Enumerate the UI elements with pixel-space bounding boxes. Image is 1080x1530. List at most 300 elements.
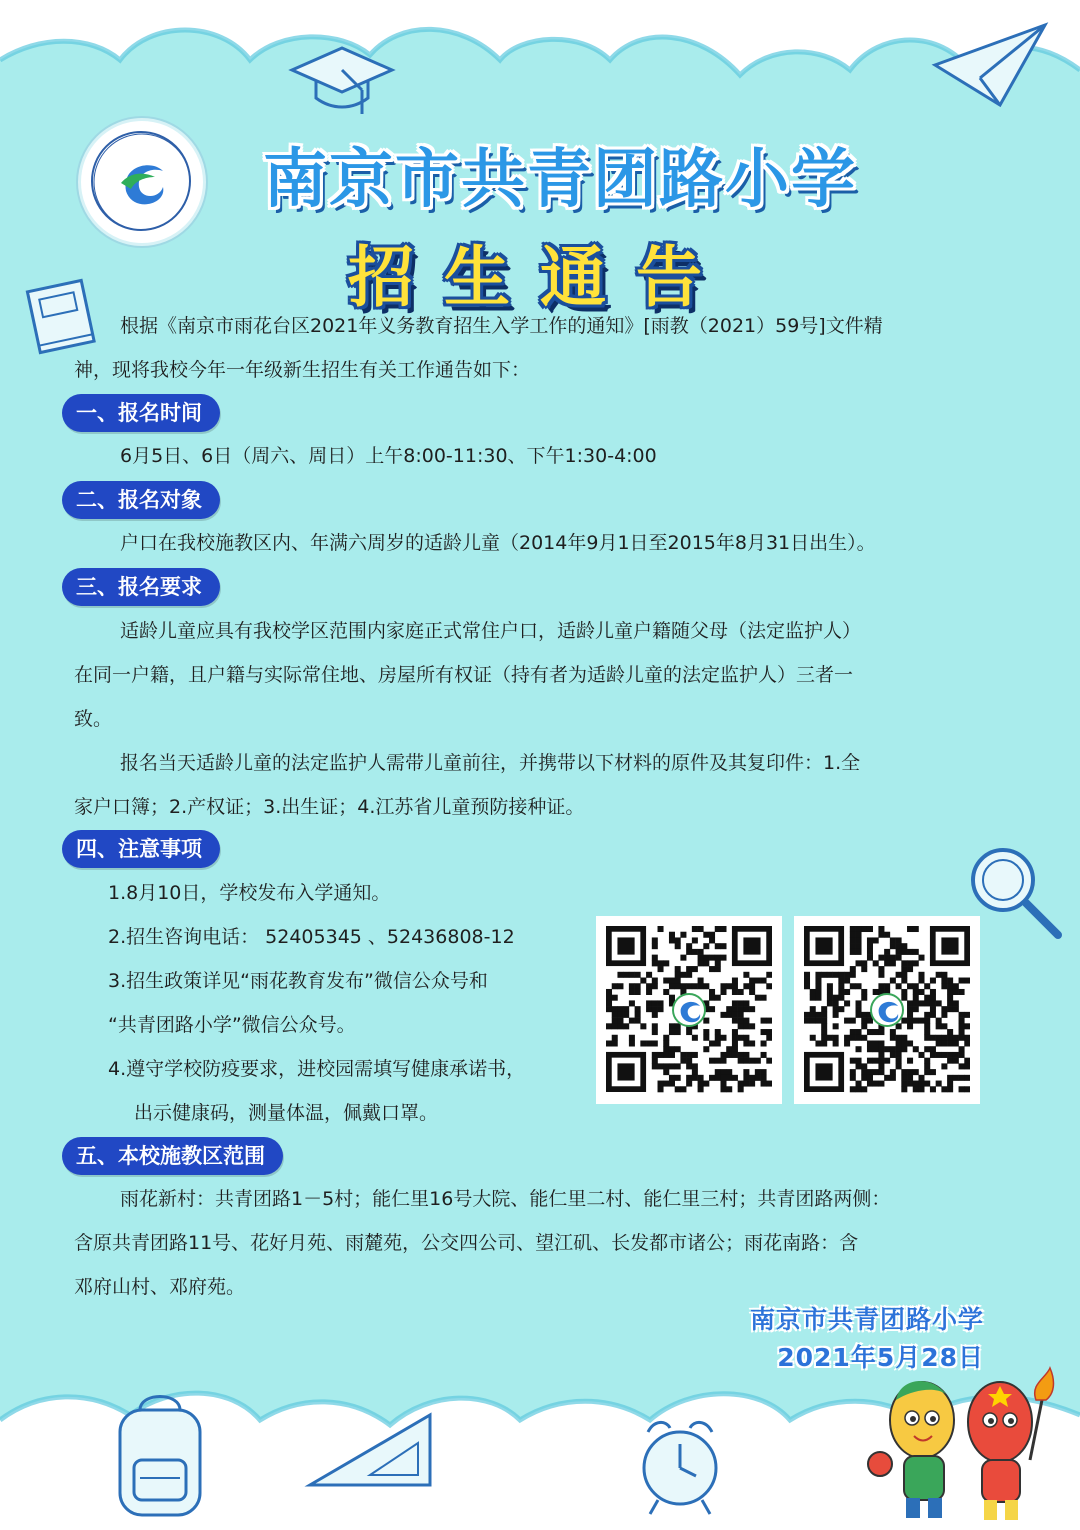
qr-module <box>827 972 833 978</box>
qr-module <box>720 1069 726 1075</box>
qr-module <box>692 1035 698 1041</box>
section-4-body <box>108 871 598 1135</box>
qr-module <box>941 1012 947 1018</box>
qr-module <box>930 1069 936 1075</box>
qr-module <box>720 1081 726 1087</box>
section-3-body <box>74 609 1014 829</box>
section-1-line-1: 6月5日、6日（周六、周日）上午8:00-11:30、下午1:30-4:00 <box>120 445 657 467</box>
qr-module <box>766 1029 772 1035</box>
qr-module <box>873 960 879 966</box>
qr-module <box>867 1046 873 1052</box>
qr-module <box>703 943 709 949</box>
qr-module <box>936 972 942 978</box>
qr-module <box>612 1012 618 1018</box>
qr-module <box>867 1040 873 1046</box>
qr-module <box>930 1086 936 1092</box>
qr-module <box>964 1040 970 1046</box>
qr-module <box>833 1012 839 1018</box>
qr-module <box>810 989 816 995</box>
qr-module <box>749 1058 755 1064</box>
qr-module <box>663 1069 669 1075</box>
qr-module <box>947 1058 953 1064</box>
qr-module <box>907 1018 913 1024</box>
qr-module <box>907 1069 913 1075</box>
qr-module <box>850 926 856 932</box>
graduation-cap-icon <box>282 40 402 120</box>
qr-module <box>761 1029 767 1035</box>
qr-module <box>821 1023 827 1029</box>
qr-module <box>936 1018 942 1024</box>
qr-module <box>856 1035 862 1041</box>
qr-module <box>901 949 907 955</box>
qr-module <box>930 1046 936 1052</box>
section-5-body <box>74 1177 1014 1309</box>
section-1-heading: 一、报名时间 <box>62 394 220 432</box>
qr-module <box>810 1012 816 1018</box>
qr-module <box>623 1006 629 1012</box>
qr-module <box>732 983 738 989</box>
qr-module <box>635 983 641 989</box>
qr-module <box>947 978 953 984</box>
qr-module <box>959 1046 965 1052</box>
qr-module <box>698 1081 704 1087</box>
qr-module <box>680 983 686 989</box>
qr-module <box>652 1058 658 1064</box>
qr-module <box>964 1086 970 1092</box>
qr-code-yuhua-education[interactable] <box>596 916 782 1104</box>
qr-module <box>953 1058 959 1064</box>
qr-module <box>686 943 692 949</box>
qr-module <box>646 1000 652 1006</box>
qr-module <box>953 1006 959 1012</box>
qr-module <box>703 955 709 961</box>
qr-module <box>680 955 686 961</box>
qr-module <box>749 1075 755 1081</box>
qr-module <box>896 1046 902 1052</box>
qr-module <box>867 1058 873 1064</box>
qr-finder-pattern <box>617 1063 634 1080</box>
qr-module <box>766 1081 772 1087</box>
qr-module <box>918 1075 924 1081</box>
qr-module <box>692 926 698 932</box>
qr-module <box>652 1029 658 1035</box>
qr-module <box>821 972 827 978</box>
qr-module <box>709 995 715 1001</box>
qr-module <box>896 1040 902 1046</box>
qr-module <box>947 1000 953 1006</box>
qr-module <box>930 1000 936 1006</box>
qr-module <box>856 1000 862 1006</box>
qr-module <box>698 949 704 955</box>
qr-module <box>738 1052 744 1058</box>
qr-module <box>692 1063 698 1069</box>
qr-module <box>692 937 698 943</box>
qr-module <box>827 1035 833 1041</box>
school-logo <box>78 118 206 246</box>
qr-module <box>890 1046 896 1052</box>
qr-module <box>924 1012 930 1018</box>
qr-module <box>907 1012 913 1018</box>
qr-module <box>715 966 721 972</box>
qr-module <box>766 1035 772 1041</box>
qr-module <box>924 1035 930 1041</box>
qr-module <box>743 1018 749 1024</box>
qr-module <box>861 926 867 932</box>
qr-module <box>896 943 902 949</box>
section-3-heading: 三、报名要求 <box>62 568 220 606</box>
qr-module <box>844 1040 850 1046</box>
qr-module <box>680 1086 686 1092</box>
qr-module <box>686 972 692 978</box>
qr-module <box>856 926 862 932</box>
qr-module <box>732 1029 738 1035</box>
qr-module <box>726 1046 732 1052</box>
qr-module <box>761 1069 767 1075</box>
qr-module <box>646 989 652 995</box>
qr-module <box>850 1058 856 1064</box>
qr-module <box>743 983 749 989</box>
qr-module <box>913 1006 919 1012</box>
qr-module <box>698 960 704 966</box>
qr-module <box>856 1012 862 1018</box>
qr-module <box>959 1018 965 1024</box>
qr-module <box>675 983 681 989</box>
qr-code-pattern-1 <box>606 926 772 1094</box>
qr-module <box>663 1063 669 1069</box>
qr-module <box>844 1035 850 1041</box>
qr-module <box>675 972 681 978</box>
qr-module <box>720 983 726 989</box>
qr-module <box>861 1035 867 1041</box>
qr-module <box>907 960 913 966</box>
qr-module <box>675 937 681 943</box>
qr-module <box>959 1086 965 1092</box>
qr-module <box>861 1086 867 1092</box>
qr-module <box>918 978 924 984</box>
qr-module <box>720 955 726 961</box>
qr-module <box>959 1035 965 1041</box>
qr-module <box>918 955 924 961</box>
qr-module <box>941 978 947 984</box>
qr-module <box>941 1023 947 1029</box>
qr-module <box>715 1040 721 1046</box>
qr-module <box>669 983 675 989</box>
qr-module <box>959 989 965 995</box>
qr-module <box>861 1069 867 1075</box>
qr-module <box>941 972 947 978</box>
qr-module <box>749 1023 755 1029</box>
qr-module <box>873 989 879 995</box>
qr-module <box>703 1035 709 1041</box>
qr-module <box>804 978 810 984</box>
qr-module <box>703 1029 709 1035</box>
qr-module <box>743 1023 749 1029</box>
qr-module <box>743 972 749 978</box>
qr-module <box>635 989 641 995</box>
qr-module <box>821 1012 827 1018</box>
qr-module <box>738 1006 744 1012</box>
qr-module <box>686 983 692 989</box>
qr-module <box>873 1058 879 1064</box>
section-3-line-3: 致。 <box>74 708 113 730</box>
qr-module <box>709 989 715 995</box>
qr-module <box>715 1075 721 1081</box>
qr-module <box>738 1081 744 1087</box>
qr-module <box>669 1046 675 1052</box>
qr-module <box>924 1081 930 1087</box>
qr-module <box>896 1035 902 1041</box>
notice-title: 招生通告 <box>348 239 732 316</box>
qr-module <box>617 983 623 989</box>
qr-module <box>669 978 675 984</box>
qr-module <box>732 1000 738 1006</box>
qr-module <box>703 960 709 966</box>
qr-module <box>936 1000 942 1006</box>
qr-module <box>821 1018 827 1024</box>
qr-module <box>663 1046 669 1052</box>
qr-module <box>726 983 732 989</box>
qr-module <box>658 1006 664 1012</box>
section-4-line-2: 2.招生咨询电话： 52405345 、52436808-12 <box>108 926 515 948</box>
qr-module <box>715 1058 721 1064</box>
qr-module <box>804 972 810 978</box>
qr-module <box>953 1035 959 1041</box>
qr-module <box>953 1040 959 1046</box>
qr-module <box>658 1063 664 1069</box>
qr-module <box>901 978 907 984</box>
qr-module <box>867 1075 873 1081</box>
qr-module <box>663 978 669 984</box>
qr-module <box>698 1075 704 1081</box>
qr-module <box>890 1052 896 1058</box>
qr-module <box>612 995 618 1001</box>
qr-module <box>907 983 913 989</box>
qr-module <box>924 1063 930 1069</box>
qr-module <box>635 1012 641 1018</box>
qr-module <box>749 1081 755 1087</box>
qr-module <box>680 932 686 938</box>
qr-module <box>715 960 721 966</box>
qr-module <box>612 1035 618 1041</box>
qr-module <box>743 1000 749 1006</box>
qr-module <box>833 1023 839 1029</box>
signature-date: 2021年5月28日 <box>777 1343 984 1372</box>
qr-module <box>675 1063 681 1069</box>
qr-module <box>617 972 623 978</box>
qr-module <box>815 972 821 978</box>
qr-module <box>715 926 721 932</box>
qr-module <box>720 1086 726 1092</box>
qr-module <box>907 1040 913 1046</box>
qr-module <box>947 1029 953 1035</box>
qr-module <box>838 995 844 1001</box>
qr-module <box>675 1075 681 1081</box>
ruler-icon <box>300 1405 440 1495</box>
qr-module <box>720 926 726 932</box>
qr-module <box>612 1018 618 1024</box>
qr-module <box>749 1040 755 1046</box>
qr-module <box>959 1023 965 1029</box>
qr-module <box>890 955 896 961</box>
qr-module <box>703 1081 709 1087</box>
qr-module <box>890 960 896 966</box>
qr-module <box>861 1063 867 1069</box>
qr-module <box>686 1081 692 1087</box>
qr-module <box>901 1035 907 1041</box>
qr-module <box>680 972 686 978</box>
qr-module <box>720 1035 726 1041</box>
qr-module <box>850 1029 856 1035</box>
qr-module <box>738 1000 744 1006</box>
qr-module <box>720 1052 726 1058</box>
qr-module <box>709 1006 715 1012</box>
qr-module <box>936 1052 942 1058</box>
section-4-line-6: 出示健康码，测量体温，佩戴口罩。 <box>134 1102 439 1124</box>
qr-module <box>901 1046 907 1052</box>
qr-module <box>755 995 761 1001</box>
qr-module <box>709 966 715 972</box>
qr-module <box>703 983 709 989</box>
qr-module <box>617 1018 623 1024</box>
qr-module <box>635 972 641 978</box>
qr-module <box>947 1052 953 1058</box>
section-5-heading: 五、本校施教区范围 <box>62 1137 283 1175</box>
qr-module <box>715 1029 721 1035</box>
qr-module <box>827 995 833 1001</box>
qr-module <box>827 1000 833 1006</box>
qr-module <box>652 955 658 961</box>
qr-module <box>924 995 930 1001</box>
logo-emblem-icon <box>81 121 203 243</box>
qr-module <box>663 1081 669 1087</box>
qr-module <box>732 1075 738 1081</box>
qr-module <box>844 978 850 984</box>
qr-module <box>913 1086 919 1092</box>
qr-module <box>833 972 839 978</box>
qr-module <box>686 1058 692 1064</box>
section-4-line-4: “共青团路小学”微信公众号。 <box>108 1014 356 1036</box>
qr-module <box>856 1029 862 1035</box>
qr-module <box>675 1046 681 1052</box>
qr-module <box>930 1006 936 1012</box>
section-4-line-5: 4.遵守学校防疫要求，进校园需填写健康承诺书， <box>108 1058 526 1080</box>
qr-module <box>761 1018 767 1024</box>
qr-module <box>640 978 646 984</box>
qr-module <box>861 1075 867 1081</box>
qr-module <box>913 1069 919 1075</box>
qr-module <box>815 983 821 989</box>
qr-module <box>959 1063 965 1069</box>
qr-module <box>743 1052 749 1058</box>
qr-module <box>884 955 890 961</box>
qr-code-pattern-2 <box>804 926 970 1094</box>
qr-module <box>947 995 953 1001</box>
qr-module <box>890 1029 896 1035</box>
qr-module <box>896 1063 902 1069</box>
qr-module <box>867 943 873 949</box>
qr-module <box>692 1052 698 1058</box>
qr-module <box>844 989 850 995</box>
qr-module <box>924 1023 930 1029</box>
qr-module <box>856 943 862 949</box>
qr-module <box>669 1081 675 1087</box>
qr-module <box>913 1046 919 1052</box>
qr-module <box>890 1069 896 1075</box>
qr-module <box>629 1018 635 1024</box>
qr-module <box>686 1075 692 1081</box>
qr-module <box>646 972 652 978</box>
qr-module <box>913 949 919 955</box>
qr-module <box>732 1046 738 1052</box>
qr-module <box>821 1035 827 1041</box>
qr-module <box>669 1075 675 1081</box>
qr-module <box>732 989 738 995</box>
qr-module <box>766 1018 772 1024</box>
qr-module <box>947 1086 953 1092</box>
qr-module <box>606 989 612 995</box>
qr-module <box>867 955 873 961</box>
qr-module <box>890 937 896 943</box>
qr-finder-pattern <box>743 937 760 954</box>
qr-module <box>761 995 767 1001</box>
qr-module <box>827 983 833 989</box>
qr-module <box>878 1052 884 1058</box>
qr-module <box>884 1075 890 1081</box>
qr-module <box>878 1046 884 1052</box>
qr-module <box>867 949 873 955</box>
qr-module <box>646 983 652 989</box>
section-2-body <box>120 521 876 565</box>
qr-module <box>838 978 844 984</box>
qr-module <box>669 932 675 938</box>
qr-module <box>743 1040 749 1046</box>
qr-module <box>755 978 761 984</box>
qr-module <box>675 1086 681 1092</box>
qr-module <box>652 943 658 949</box>
qr-module <box>878 1029 884 1035</box>
qr-module <box>878 1069 884 1075</box>
qr-code-school[interactable] <box>794 916 980 1104</box>
qr-module <box>738 1035 744 1041</box>
qr-module <box>878 983 884 989</box>
qr-module <box>804 1018 810 1024</box>
qr-module <box>878 955 884 961</box>
qr-module <box>709 932 715 938</box>
qr-module <box>652 1006 658 1012</box>
section-5-line-3: 邓府山村、邓府苑。 <box>74 1276 246 1298</box>
qr-module <box>738 1023 744 1029</box>
qr-module <box>692 949 698 955</box>
qr-module <box>896 983 902 989</box>
qr-module <box>726 1069 732 1075</box>
qr-module <box>850 943 856 949</box>
qr-module <box>924 1046 930 1052</box>
qr-module <box>901 1040 907 1046</box>
qr-module <box>867 1069 873 1075</box>
qr-module <box>726 1075 732 1081</box>
qr-module <box>959 1052 965 1058</box>
qr-module <box>901 943 907 949</box>
section-3-line-4: 报名当天适龄儿童的法定监护人需带儿童前往，并携带以下材料的原件及其复印件：1.全 <box>120 752 861 774</box>
qr-module <box>850 983 856 989</box>
qr-module <box>867 1018 873 1024</box>
qr-module <box>612 1023 618 1029</box>
qr-module <box>709 1040 715 1046</box>
qr-module <box>861 989 867 995</box>
qr-module <box>964 1012 970 1018</box>
qr-module <box>680 1058 686 1064</box>
section-5-line-1: 雨花新村：共青团路1－5村；能仁里16号大院、能仁里二村、能仁里三村；共青团路两侧： <box>120 1188 891 1210</box>
